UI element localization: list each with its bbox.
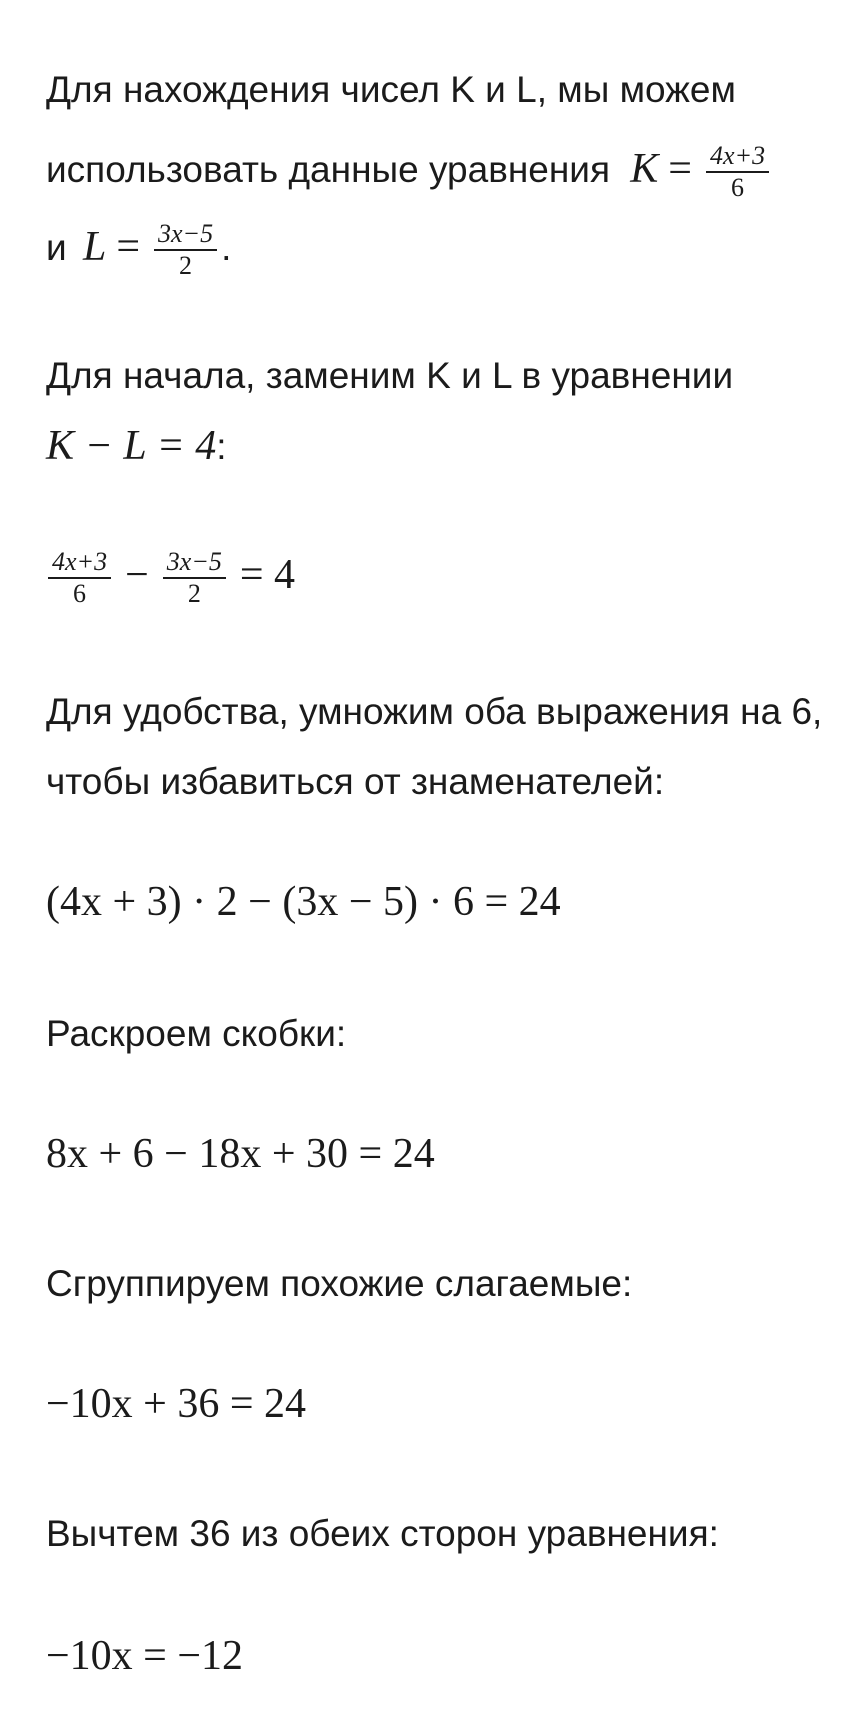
frac1-denominator: 6 xyxy=(73,579,87,608)
k-fraction xyxy=(706,142,769,202)
k-variable: K xyxy=(630,145,659,192)
frac-rhs: = 4 xyxy=(239,551,296,598)
intro-line-3 xyxy=(46,220,231,280)
intro-line-1: Для нахождения чисел K и L, мы можем xyxy=(46,69,736,110)
k-equals: = xyxy=(668,145,692,192)
step3-equation: 8x + 6 − 18x + 30 = 24 xyxy=(46,1131,435,1177)
frac1 xyxy=(48,548,111,608)
frac1-numerator: 4x+3 xyxy=(48,548,111,579)
step5-equation: −10x = −12 xyxy=(46,1633,244,1679)
l-denominator: 2 xyxy=(179,251,193,280)
step2-equation: (4x + 3) · 2 − (3x − 5) · 6 = 24 xyxy=(46,879,561,925)
step1-text: Для начала, заменим K и L в уравнении xyxy=(46,355,734,396)
step2-line-1: Для удобства, умножим оба выражения на 6, xyxy=(46,691,823,732)
frac-minus: − xyxy=(125,551,149,598)
frac2 xyxy=(163,548,226,608)
step2-line-2: чтобы избавиться от знаменателей: xyxy=(46,761,665,802)
and-word: и xyxy=(46,226,67,268)
k-numerator: 4x+3 xyxy=(706,142,769,173)
step1-equation: K − L = 4 xyxy=(46,423,217,469)
l-equals: = xyxy=(116,223,140,270)
step3-text: Раскроем скобки: xyxy=(46,1013,347,1054)
l-fraction xyxy=(154,220,217,280)
frac2-denominator: 2 xyxy=(187,579,201,608)
step1-fraction-equation xyxy=(46,548,295,608)
step4-text: Сгруппируем похожие слагаемые: xyxy=(46,1263,633,1304)
step5-text: Вычтем 36 из обеих сторон уравнения: xyxy=(46,1513,719,1554)
l-variable: L xyxy=(82,223,107,270)
step1-colon: : xyxy=(216,426,227,467)
intro-line-2-text: использовать данные уравнения xyxy=(46,148,610,190)
frac2-numerator: 3x−5 xyxy=(163,548,226,579)
intro-period: . xyxy=(221,226,232,268)
step4-equation: −10x + 36 = 24 xyxy=(46,1381,307,1427)
intro-line-2 xyxy=(46,142,773,202)
l-numerator: 3x−5 xyxy=(154,220,217,251)
step1-equation-line xyxy=(46,424,227,469)
k-denominator: 6 xyxy=(731,173,745,202)
